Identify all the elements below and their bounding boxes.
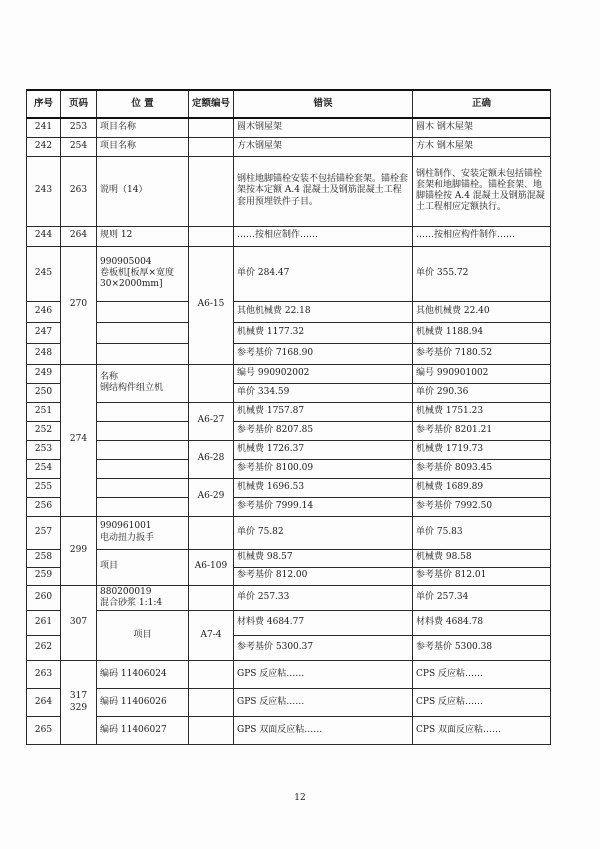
cell-wrong: 机械费 1757.87 [234,402,413,421]
cell-quota [189,364,234,402]
cell-correct: 机械费 1751.23 [413,402,551,421]
cell-quota-group: A6-29 [189,478,234,516]
cell-wrong: GPS 双面反应粘…… [234,717,413,745]
cell-quota-group: A6-28 [189,440,234,478]
cell-seq: 253 [27,440,61,459]
cell-wrong: 机械费 1726.37 [234,440,413,459]
cell-quota [189,661,234,689]
table-row [27,301,551,322]
cell-quota-group: A6-27 [189,402,234,440]
cell-wrong: GPS 反应粘…… [234,689,413,717]
table-row [27,497,551,516]
cell-wrong: 编号 990902002 [234,364,413,383]
cell-seq: 242 [27,137,61,156]
cell-position [97,301,189,322]
cell-quota-group: A7-4 [189,611,234,661]
page-number: 12 [294,793,306,803]
header-quota: 定额编号 [189,90,234,118]
cell-seq: 265 [27,717,61,745]
cell-wrong: 机械费 1177.32 [234,322,413,343]
header-wrong: 错误 [234,90,413,118]
cell-position [97,402,189,421]
cell-seq: 258 [27,549,61,567]
table-row [27,226,551,246]
cell-correct: 参考基价 812.01 [413,567,551,585]
cell-seq: 248 [27,343,61,364]
cell-wrong: 参考基价 5300.37 [234,636,413,661]
cell-correct: 参考基价 8093.45 [413,459,551,478]
cell-correct: 编号 990901002 [413,364,551,383]
cell-correct: 方木 钢木屋架 [413,137,551,156]
cell-seq: 249 [27,364,61,383]
cell-page: 264 [61,226,97,246]
cell-position: 项目 [97,549,189,585]
cell-wrong: 钢柱地脚锚栓安装不包括锚栓套架。锚栓套架按本定额 A.4 混凝土及钢筋混凝土工程套用预埋铁件子目。 [234,156,413,226]
cell-correct: 圆木 钢木屋架 [413,118,551,137]
cell-position: 项目名称 [97,137,189,156]
table-row [27,459,551,478]
cell-seq: 260 [27,585,61,611]
cell-wrong: 材料费 4684.77 [234,611,413,636]
table-row [27,549,551,567]
table-row [27,611,551,636]
cell-seq: 256 [27,497,61,516]
cell-seq: 250 [27,383,61,402]
cell-wrong: 机械费 98.57 [234,549,413,567]
cell-correct: 机械费 98.58 [413,549,551,567]
cell-seq: 245 [27,246,61,301]
cell-page-group: 274 [61,364,97,516]
table-row [27,478,551,497]
table-row [27,322,551,343]
cell-wrong: 参考基价 7999.14 [234,497,413,516]
cell-seq: 244 [27,226,61,246]
cell-correct: 参考基价 5300.38 [413,636,551,661]
table-row [27,689,551,717]
table-row [27,661,551,689]
errata-table [26,89,551,745]
cell-quota-group: A6-109 [189,549,234,585]
cell-seq: 241 [27,118,61,137]
cell-wrong: 方木钢屋架 [234,137,413,156]
cell-quota [189,585,234,611]
cell-position [97,440,189,459]
cell-quota [189,717,234,745]
cell-correct: 单价 355.72 [413,246,551,301]
cell-quota [189,226,234,246]
cell-page: 253 [61,118,97,137]
cell-quota [189,118,234,137]
header-page: 页码 [61,90,97,118]
cell-page-group: 317 329 [61,661,97,745]
table-row [27,246,551,301]
cell-seq: 252 [27,421,61,440]
cell-position: 990961001 电动扭力扳手 [97,516,189,549]
cell-position: 说明（14） [97,156,189,226]
cell-position [97,421,189,440]
cell-page-group: 270 [61,246,97,364]
cell-position [97,459,189,478]
cell-quota [189,137,234,156]
table-row [27,137,551,156]
cell-wrong: GPS 反应粘…… [234,661,413,689]
cell-wrong: 参考基价 8100.09 [234,459,413,478]
cell-quota [189,689,234,717]
cell-seq: 257 [27,516,61,549]
cell-seq: 263 [27,661,61,689]
cell-quota [189,516,234,549]
table-header-row [27,90,551,118]
cell-position [97,322,189,343]
cell-wrong: 其他机械费 22.18 [234,301,413,322]
cell-wrong: 单价 257.33 [234,585,413,611]
cell-page: 254 [61,137,97,156]
cell-seq: 246 [27,301,61,322]
cell-seq: 243 [27,156,61,226]
cell-correct: 机械费 1188.94 [413,322,551,343]
cell-seq: 262 [27,636,61,661]
cell-position [97,478,189,497]
table-row [27,156,551,226]
table-row [27,343,551,364]
cell-position: 编码 11406024 [97,661,189,689]
cell-correct: 单价 75.83 [413,516,551,549]
table-row [27,364,551,383]
cell-correct: 参考基价 7992.50 [413,497,551,516]
cell-correct: 单价 290.36 [413,383,551,402]
cell-seq: 247 [27,322,61,343]
cell-position: 880200019 混合砂浆 1:1:4 [97,585,189,611]
cell-seq: 264 [27,689,61,717]
cell-position: 990905004 卷板机[板厚×宽度 30×2000mm] [97,246,189,301]
cell-correct: 参考基价 7180.52 [413,343,551,364]
cell-position: 规则 12 [97,226,189,246]
cell-wrong: 单价 284.47 [234,246,413,301]
cell-wrong: 参考基价 8207.85 [234,421,413,440]
cell-correct: 材料费 4684.78 [413,611,551,636]
cell-wrong: 参考基价 7168.90 [234,343,413,364]
cell-quota-group: A6-15 [189,246,234,364]
cell-correct: 钢柱制作、安装定额未包括锚栓套架和地脚锚栓。锚栓套架、地脚锚栓按 A.4 混凝土及钢筋混凝土工程相应定额执行。 [413,156,551,226]
cell-seq: 251 [27,402,61,421]
header-seq: 序号 [27,90,61,118]
table-row [27,717,551,745]
cell-correct: 机械费 1689.89 [413,478,551,497]
cell-correct: 参考基价 8201.21 [413,421,551,440]
header-correct: 正确 [413,90,551,118]
cell-correct: 单价 257.34 [413,585,551,611]
cell-seq: 254 [27,459,61,478]
cell-seq: 261 [27,611,61,636]
cell-wrong: ……按相应制作…… [234,226,413,246]
cell-wrong: 机械费 1696.53 [234,478,413,497]
cell-correct: CPS 双面反应粘…… [413,717,551,745]
table-row [27,118,551,137]
table-row [27,516,551,549]
table-row [27,585,551,611]
cell-seq: 259 [27,567,61,585]
cell-position: 项目 [97,611,189,661]
cell-wrong: 圆木钢屋架 [234,118,413,137]
cell-position: 编码 11406026 [97,689,189,717]
cell-quota [189,156,234,226]
cell-correct: CPS 反应粘…… [413,661,551,689]
cell-page: 263 [61,156,97,226]
cell-correct: CPS 反应粘…… [413,689,551,717]
cell-position: 名称 钢结构件组立机 [97,364,189,402]
cell-wrong: 单价 75.82 [234,516,413,549]
cell-page-group: 299 [61,516,97,585]
cell-position [97,343,189,364]
cell-seq: 255 [27,478,61,497]
cell-wrong: 参考基价 812.00 [234,567,413,585]
table-row [27,440,551,459]
table-row [27,421,551,440]
cell-wrong: 单价 334.59 [234,383,413,402]
cell-correct: 机械费 1719.73 [413,440,551,459]
table-row [27,402,551,421]
cell-position [97,497,189,516]
cell-page-group: 307 [61,585,97,661]
cell-position: 编码 11406027 [97,717,189,745]
cell-position: 项目名称 [97,118,189,137]
cell-correct: 其他机械费 22.40 [413,301,551,322]
header-position: 位 置 [97,90,189,118]
cell-correct: ……按相应构件制作…… [413,226,551,246]
